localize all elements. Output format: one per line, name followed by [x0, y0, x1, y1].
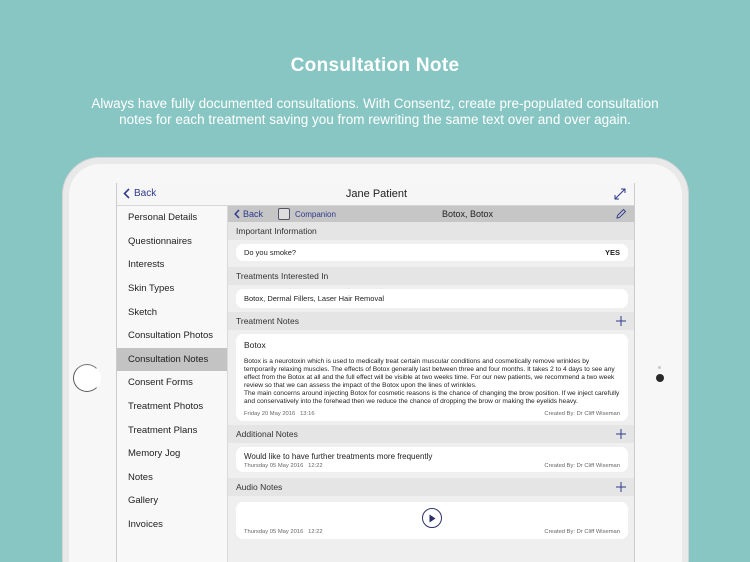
section-title: Important Information [236, 226, 317, 236]
answer-value: YES [604, 248, 620, 257]
note-author: Created By: Dr Cliff Wiseman [544, 463, 620, 470]
chevron-left-icon [234, 209, 240, 219]
sidebar-item-notes[interactable]: Notes [128, 471, 153, 483]
add-audio-note-icon[interactable] [615, 481, 627, 493]
sidebar-item-treatment-photos[interactable]: Treatment Photos [128, 401, 204, 413]
sub-back-button[interactable] [234, 209, 263, 219]
hero-subtitle: Always have fully documented consultations. With Consentz, create pre-populated consultation notes for each treatment saving you from rewriting the same text over and over again. [91, 96, 659, 127]
audio-note-meta [244, 529, 620, 535]
sidebar-item-invoices[interactable]: Invoices [128, 519, 163, 531]
note-date: Friday 20 May 2016 13:16 [244, 411, 315, 418]
question-text: Do you smoke? [244, 248, 297, 257]
sub-back-label: Back [243, 209, 264, 219]
note-title: Botox [244, 340, 266, 350]
treatments-interested-header [228, 267, 635, 285]
treatment-note-card[interactable] [236, 334, 628, 421]
companion-checkbox[interactable] [278, 208, 290, 220]
patient-name-title: Jane Patient [345, 188, 408, 200]
play-icon [428, 514, 436, 523]
note-body: Botox is a neurotoxin which is used to medically treat certain muscular conditions and cosmetically remove wrinkles by temporarily relaxing muscles. The effects of Botox generally last between three and four months. It takes 2 to 4 days to see any effect from the Botox at all and the full effect will be visible at two weeks time. For our new patients, we recommend a two week review so that we can assess the impact of the Botox upon the lines of wrinkles. The main concerns around injecting Botox for cosmetic reasons is the chance of changing the brow position. If we inject carefully and conservatively into the forehead then we reduce the chance of dropping the brow or making the eyelids heavy. [244, 358, 620, 405]
app-screen [116, 183, 635, 562]
sidebar-item-sketch[interactable]: Sketch [128, 306, 158, 318]
audio-notes-header [228, 478, 635, 496]
section-title: Treatment Notes [236, 316, 299, 326]
sidebar-item-memory-jog[interactable]: Memory Jog [128, 448, 181, 460]
hero-title: Consultation Note [290, 55, 460, 76]
sidebar-item-interests[interactable]: Interests [128, 259, 165, 271]
pencil-icon[interactable] [615, 208, 627, 220]
note-date: Thursday 05 May 2016 12:22 [244, 529, 323, 536]
add-treatment-note-icon[interactable] [615, 315, 627, 327]
audio-note-card[interactable] [236, 502, 628, 539]
companion-label: Companion [295, 209, 336, 219]
note-meta [244, 411, 620, 417]
sidebar-item-personal-details[interactable]: Personal Details [128, 212, 198, 224]
additional-note-text: Would like to have further treatments more frequently [244, 452, 433, 462]
treatment-notes-header [228, 312, 635, 330]
sensor-dot [658, 366, 661, 369]
sidebar-item-questionnaires[interactable]: Questionnaires [128, 235, 192, 247]
note-date: Thursday 05 May 2016 12:22 [244, 463, 323, 470]
smoke-question-row[interactable] [236, 244, 628, 261]
treatments-interested-value[interactable] [236, 289, 628, 308]
treatment-title: Botox, Botox [442, 209, 494, 219]
camera-icon [656, 374, 664, 382]
important-info-header [228, 222, 635, 240]
sidebar-item-skin-types[interactable]: Skin Types [128, 283, 175, 295]
section-title: Treatments Interested In [236, 271, 329, 281]
companion-toggle[interactable] [278, 208, 336, 220]
note-author: Created By: Dr Cliff Wiseman [544, 411, 620, 418]
sidebar-item-treatment-plans[interactable]: Treatment Plans [128, 424, 198, 436]
interested-text: Botox, Dermal Fillers, Laser Hair Removal [244, 294, 385, 303]
sidebar-item-gallery[interactable]: Gallery [128, 495, 159, 507]
add-additional-note-icon[interactable] [615, 428, 627, 440]
sidebar-item-consultation-notes[interactable]: Consultation Notes [117, 348, 227, 372]
section-title: Audio Notes [236, 482, 283, 493]
main-panel [228, 206, 635, 562]
top-navigation-bar [117, 183, 635, 206]
additional-notes-header [228, 425, 635, 443]
sub-navigation-bar [228, 206, 635, 222]
additional-note-card[interactable] [236, 447, 628, 472]
back-label: Back [134, 188, 157, 199]
expand-icon[interactable] [613, 187, 627, 201]
home-button[interactable] [73, 364, 101, 392]
sidebar-item-consultation-photos[interactable]: Consultation Photos [128, 330, 214, 342]
section-title: Additional Notes [236, 429, 298, 440]
additional-note-meta [244, 463, 620, 469]
note-author: Created By: Dr Cliff Wiseman [544, 529, 620, 536]
play-button[interactable] [422, 508, 442, 528]
sidebar [117, 206, 228, 562]
sidebar-item-consent-forms[interactable]: Consent Forms [128, 377, 193, 389]
